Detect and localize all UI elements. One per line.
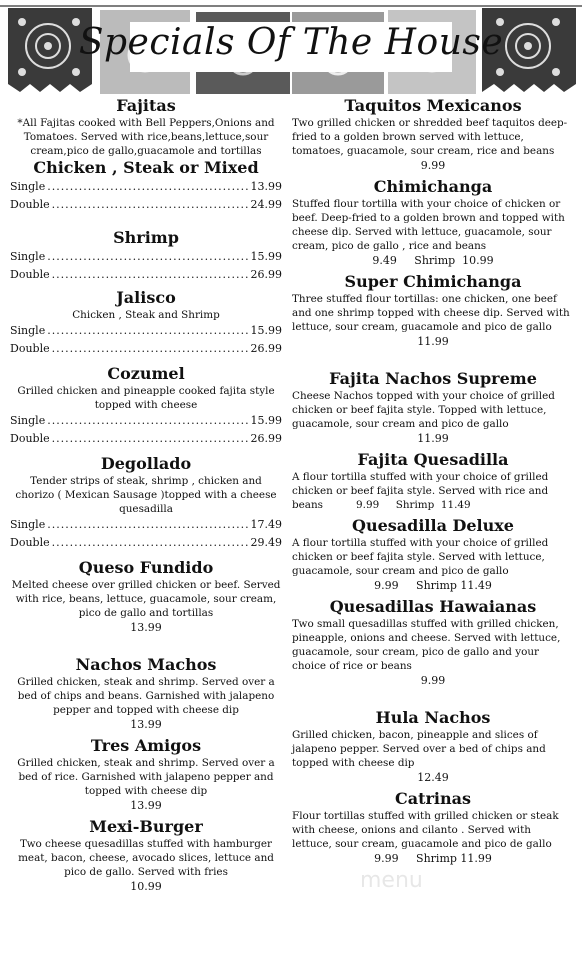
menu-item bbox=[10, 817, 282, 894]
menu-item bbox=[292, 272, 574, 349]
leader-dots bbox=[47, 322, 248, 340]
leader-dots bbox=[47, 516, 248, 534]
page-title: Specials Of The House bbox=[78, 22, 504, 63]
item-name: Mexi-Burger bbox=[89, 817, 203, 836]
option-price: 26.99 bbox=[250, 342, 282, 355]
item-name: Quesadilla Deluxe bbox=[352, 516, 514, 535]
item-description: *All Fajitas cooked with Bell Peppers,Onions and Tomatoes. Served with rice,beans,lettuce,sour cream,pico de gallo,guacamole and tortillas bbox=[17, 117, 275, 157]
price-row bbox=[10, 322, 282, 340]
item-description: Two grilled chicken or shredded beef taquitos deep-fried to a golden brown served with lettuce, tomatoes, guacamole, sour cream, rice and beans bbox=[292, 117, 568, 157]
item-description: Grilled chicken, steak and shrimp. Served over a bed of chips and beans. Garnished with jalapeno pepper and topped with cheese dip bbox=[17, 676, 275, 716]
item-name: Shrimp bbox=[113, 228, 179, 247]
item-name: Chimichanga bbox=[373, 177, 493, 196]
option-label: Double bbox=[10, 342, 50, 355]
menu-item bbox=[10, 228, 282, 284]
menu-item bbox=[10, 96, 282, 214]
right-column bbox=[292, 96, 574, 866]
option-label: Single bbox=[10, 180, 46, 193]
option-price: 24.99 bbox=[250, 198, 282, 211]
item-price: 10.99 bbox=[130, 880, 162, 893]
item-description: Two small quesadillas stuffed with grilled chicken, pineapple, onions and cheese. Served with lettuce, guacamole, sour cream, pico de gallo and your choice of rice or beans bbox=[292, 618, 561, 672]
leader-dots bbox=[52, 534, 249, 552]
item-description: Grilled chicken, steak and shrimp. Served over a bed of rice. Garnished with jalapeno pepper and topped with cheese dip bbox=[17, 757, 275, 797]
option-price: 13.99 bbox=[250, 180, 282, 193]
option-label: Single bbox=[10, 324, 46, 337]
option-price: 15.99 bbox=[250, 250, 282, 263]
menu-item bbox=[10, 736, 282, 813]
item-name: Fajita Nachos Supreme bbox=[329, 369, 537, 388]
item-price: 9.99 Shrimp 11.99 bbox=[374, 852, 492, 865]
item-description: Chicken , Steak and Shrimp bbox=[72, 309, 220, 321]
option-price: 29.49 bbox=[250, 536, 282, 549]
menu-item bbox=[292, 96, 574, 173]
item-price: 9.99 bbox=[420, 674, 446, 687]
price-row bbox=[10, 412, 282, 430]
leader-dots bbox=[47, 412, 248, 430]
menu-item bbox=[10, 288, 282, 358]
option-label: Double bbox=[10, 432, 50, 445]
item-price: 11.99 bbox=[417, 335, 449, 348]
option-label: Single bbox=[10, 518, 46, 531]
menu-item bbox=[292, 177, 574, 268]
item-price: 13.99 bbox=[130, 799, 162, 812]
left-column bbox=[10, 96, 282, 894]
price-row bbox=[10, 196, 282, 214]
item-description: Grilled chicken, bacon, pineapple and slices of jalapeno pepper. Served over a bed of chips and topped with cheese dip bbox=[292, 729, 546, 769]
menu-item bbox=[292, 369, 574, 446]
item-name: Degollado bbox=[100, 454, 192, 473]
item-price: 11.99 bbox=[417, 432, 449, 445]
item-price: 9.49 Shrimp 10.99 bbox=[372, 254, 494, 267]
item-price: 9.99 bbox=[420, 159, 446, 172]
option-price: 26.99 bbox=[250, 268, 282, 281]
leader-dots bbox=[52, 196, 249, 214]
item-name: Catrinas bbox=[394, 789, 471, 808]
menu-item bbox=[10, 558, 282, 635]
item-name: Cozumel bbox=[107, 364, 185, 383]
option-label: Single bbox=[10, 250, 46, 263]
item-description: Melted cheese over grilled chicken or beef. Served with rice, beans, lettuce, guacamole, sour cream, pico de gallo and tortillas bbox=[11, 579, 281, 619]
leader-dots bbox=[47, 178, 248, 196]
option-label: Double bbox=[10, 268, 50, 281]
menu-item bbox=[10, 655, 282, 732]
item-description: A flour tortilla stuffed with your choice of grilled chicken or beef fajita style. Served with lettuce, guacamole, sour cream and pico de gallo bbox=[292, 537, 549, 577]
item-description: Two cheese quesadillas stuffed with hamburger meat, bacon, cheese, avocado slices, lettuce and pico de gallo. Served with fries bbox=[18, 838, 274, 878]
item-name: Queso Fundido bbox=[78, 558, 214, 577]
price-row bbox=[10, 534, 282, 552]
leader-dots bbox=[47, 248, 248, 266]
price-row bbox=[10, 430, 282, 448]
option-label: Single bbox=[10, 414, 46, 427]
option-price: 17.49 bbox=[250, 518, 282, 531]
option-label: Double bbox=[10, 536, 50, 549]
item-subheading: Chicken , Steak or Mixed bbox=[33, 158, 259, 177]
price-row bbox=[10, 266, 282, 284]
item-description: Three stuffed flour tortillas: one chicken, one beef and one shrimp topped with cheese dip. Served with lettuce, sour cream, guacamole and pico de gallo bbox=[292, 293, 570, 333]
menu-item bbox=[292, 789, 574, 866]
item-price: 12.49 bbox=[417, 771, 449, 784]
menu-item bbox=[292, 516, 574, 593]
item-name: Tres Amigos bbox=[90, 736, 202, 755]
item-name: Fajitas bbox=[116, 96, 176, 115]
item-description: Stuffed flour tortilla with your choice of chicken or beef. Deep-fried to a golden brown and topped with cheese dip. Served with lettuce, guacamole, sour cream, pico de gallo , rice and beans bbox=[292, 198, 565, 252]
item-name: Jalisco bbox=[116, 288, 176, 307]
item-name: Hula Nachos bbox=[375, 708, 491, 727]
item-description: Tender strips of steak, shrimp , chicken and chorizo ( Mexican Sausage )topped with a cheese quesadilla bbox=[15, 475, 277, 515]
menu-item bbox=[292, 597, 574, 688]
item-description: A flour tortilla stuffed with your choice of grilled chicken or beef fajita style. Served with rice and beans 9.99 Shrimp 11.49 bbox=[292, 471, 552, 511]
item-name: Quesadillas Hawaianas bbox=[329, 597, 537, 616]
item-name: Fajita Quesadilla bbox=[357, 450, 509, 469]
option-price: 15.99 bbox=[250, 414, 282, 427]
price-row bbox=[10, 340, 282, 358]
item-price: 13.99 bbox=[130, 621, 162, 634]
item-name: Super Chimichanga bbox=[344, 272, 522, 291]
leader-dots bbox=[52, 430, 249, 448]
menu-item bbox=[292, 708, 574, 785]
price-row bbox=[10, 248, 282, 266]
item-description: Flour tortillas stuffed with grilled chicken or steak with cheese, onions and cilanto . Served with lettuce, sour cream, guacamole and pico de gallo bbox=[292, 810, 559, 850]
menu-item bbox=[10, 364, 282, 448]
leader-dots bbox=[52, 266, 249, 284]
option-price: 15.99 bbox=[250, 324, 282, 337]
watermark: menu bbox=[360, 868, 423, 893]
price-row bbox=[10, 178, 282, 196]
item-name: Nachos Machos bbox=[75, 655, 217, 674]
leader-dots bbox=[52, 340, 249, 358]
menu-item bbox=[10, 454, 282, 552]
item-price: 9.99 Shrimp 11.49 bbox=[374, 579, 492, 592]
option-price: 26.99 bbox=[250, 432, 282, 445]
item-description: Cheese Nachos topped with your choice of grilled chicken or beef fajita style. Topped with lettuce, guacamole, sour cream and pico de gallo bbox=[292, 390, 555, 430]
price-row bbox=[10, 516, 282, 534]
item-name: Taquitos Mexicanos bbox=[344, 96, 522, 115]
option-label: Double bbox=[10, 198, 50, 211]
item-description: Grilled chicken and pineapple cooked fajita style topped with cheese bbox=[17, 385, 275, 411]
menu-item bbox=[292, 450, 574, 512]
item-price: 13.99 bbox=[130, 718, 162, 731]
